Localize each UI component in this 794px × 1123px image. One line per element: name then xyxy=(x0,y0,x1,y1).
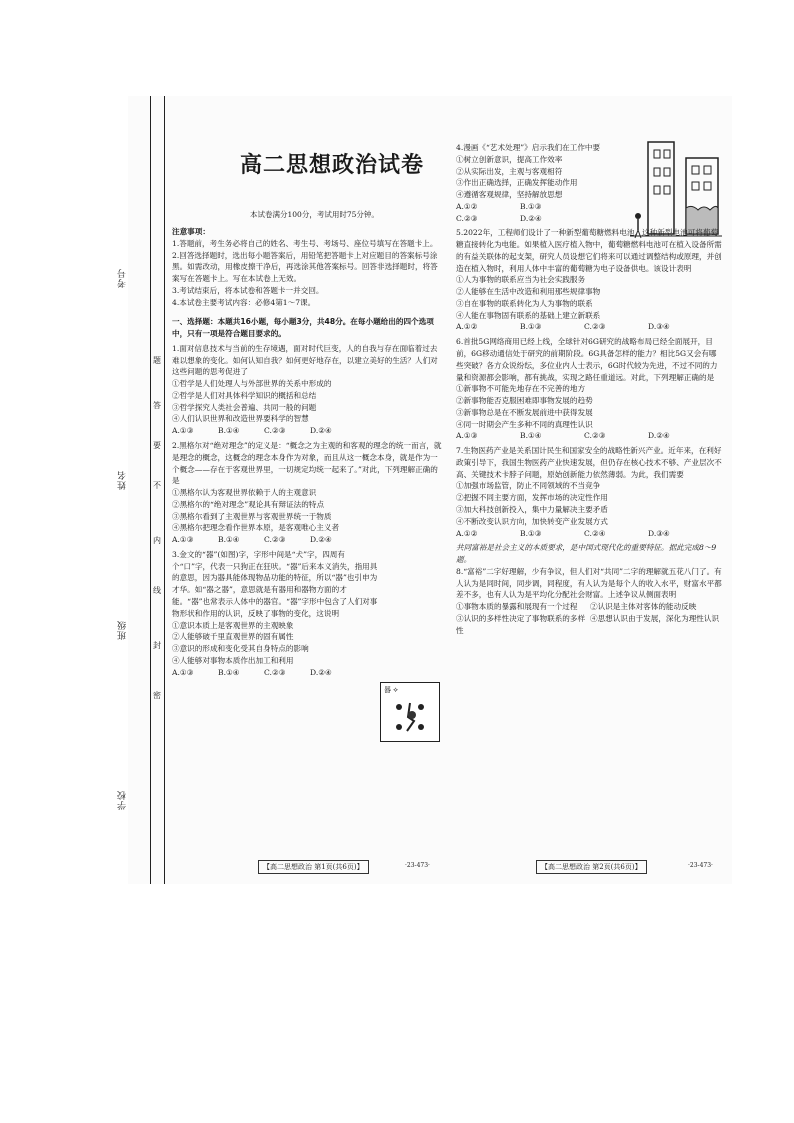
figure-label: 器 ⟡ xyxy=(384,686,398,694)
choice: ④黑格尔把理念看作世界本原，是客观唯心主义者 xyxy=(172,523,340,533)
option-c: C.②③ xyxy=(584,322,606,332)
choice: ③黑格尔看到了主观世界与客观世界统一于物质 xyxy=(172,511,332,521)
answer-options xyxy=(456,430,724,442)
notice-item: 2.回答选择题时，选出每小题答案后，用铅笔把答题卡上对应题目的答案标号涂黑。如需改动，用橡皮擦干净后，再选涂其他答案标号。回答非选择题时，将答案写在答题卡上。写在本试卷上无效。 xyxy=(172,250,438,284)
name-label: 姓名 xyxy=(118,470,128,490)
page-code-left: ·23-473· xyxy=(405,862,430,869)
option-b: B.①③ xyxy=(520,528,542,538)
seal-char: 线 xyxy=(153,586,161,595)
choice: ③认识的多样性决定了事物联系的多样性 xyxy=(456,613,586,635)
choice: ①事物本质的暴露和展现有一个过程 xyxy=(456,602,578,612)
option-b: B.①④ xyxy=(218,535,240,545)
seal-char: 要 xyxy=(153,441,161,450)
question-stem: 8.“富裕”二字好理解，少有争议，但人们对“共同”二字的理解就五花八门了。有人认为是同时间，同步调，同程度，有人认为是每个人的收入水平，财富水平都差不多，也有人认为是平均化分配社会财富。上述争议从侧面表明 xyxy=(456,566,722,600)
option-b: B.①④ xyxy=(218,426,240,436)
seal-char: 不 xyxy=(153,481,161,490)
choice: ②人能够在生活中改造和利用那些规律事物 xyxy=(456,287,601,297)
answer-options xyxy=(172,425,444,437)
choice: ①树立创新意识，提高工作效率 xyxy=(456,154,563,164)
answer-options xyxy=(456,213,724,225)
option-c: C.②③ xyxy=(264,535,286,545)
choice: ②认识是主体对客体的能动反映 xyxy=(590,602,697,612)
seal-char: 答 xyxy=(153,401,161,410)
margin-line-inner xyxy=(164,96,165,884)
choice: ②人能够破千里直观世界的固有属性 xyxy=(172,632,294,642)
choice: ④思想认识由于发展，深化为理性认识 xyxy=(590,613,720,623)
answer-options xyxy=(456,201,724,213)
option-a: A.①② xyxy=(456,528,478,538)
option-d: D.③④ xyxy=(648,322,670,332)
seal-char: 密 xyxy=(153,691,161,700)
option-c: C.②③ xyxy=(456,213,478,223)
question-stem: 7.生物医药产业是关系国计民生和国家安全的战略性新兴产业。近年来，在利好政策引导下，我国生物医药产业快速发展，但仍存在核心技术不够、产业层次不高、关键技术卡脖子问题，原始创新能力依然薄弱。为此，我们需要 xyxy=(456,446,722,479)
choice: ④人能够对事物本质作出加工和利用 xyxy=(172,655,294,665)
option-b: B.①④ xyxy=(520,431,542,441)
school-label: 学校 xyxy=(118,790,128,810)
option-a: A.①③ xyxy=(172,426,194,436)
choice-row xyxy=(456,601,724,613)
choice: ③新事物总是在不断发展前进中获得发展 xyxy=(456,407,593,417)
option-c: C.②③ xyxy=(264,667,286,677)
notice-item: 3.考试结束后，将本试卷和答题卡一并交回。 xyxy=(172,285,324,295)
option-c: C.②③ xyxy=(584,431,606,441)
answer-options xyxy=(456,321,724,333)
question-stem: 2.黑格尔对“绝对理念”的定义是：“概念之为主观的和客观的理念的统一而言，就是理念的概念，这概念的理念本身作为对象，而且从这一概念本身，就是作为一个概念——存在于客观世界里，一切规定均统一起来了。”对此，下列理解正确的是 xyxy=(172,441,442,486)
question-stem: 4.漫画《“艺术处理”》启示我们在工作中要 xyxy=(456,143,601,152)
option-d: D.②④ xyxy=(310,535,332,545)
choice: ③意识的形成和变化受其自身特点的影响 xyxy=(172,644,309,654)
seal-char: 内 xyxy=(153,536,161,545)
option-a: A.①③ xyxy=(172,535,194,545)
choice: ②新事物能否克服困难即事物发展的趋势 xyxy=(456,396,593,406)
choice: ③哲学探究人类社会普遍、共同一般的问题 xyxy=(172,402,317,412)
option-c: C.②④ xyxy=(584,528,606,538)
choice: ①黑格尔认为客观世界依赖于人的主观意识 xyxy=(172,488,317,498)
class-label: 班级 xyxy=(118,620,128,640)
choice: ④遵循客观规律，坚持解放思想 xyxy=(456,190,563,200)
choice: ①加强市场监管，防止不同领域的不当竞争 xyxy=(456,481,601,491)
choice-row xyxy=(456,613,724,637)
section-heading: 一、选择题：本题共16小题，每小题3分，共48分。在每小题给出的四个选项中，只有一项是符合题目要求的。 xyxy=(172,317,434,339)
option-d: D.③④ xyxy=(648,528,670,538)
option-b: B.①③ xyxy=(520,322,542,332)
notice-heading: 注意事项： xyxy=(172,227,210,236)
choice: ④人们认识世界和改造世界要科学的智慧 xyxy=(172,414,309,424)
choice: ②从实际出发，主观与客观相符 xyxy=(456,166,563,176)
notice-item: 4.本试卷主要考试内容：必修4第1～7课。 xyxy=(172,297,316,307)
question-stem: 3.金文的“器”(如图)字，字形中间是“犬”字，四周有个“口”字，代表一只狗正在狂吠。“器”后来本义消失，指用具的意思，因为器具能体现物品功能的特征，所以“器”也引申为才华。如“器之器”，意思就是有器用和器物方面的才能。“器”也常表示人体中的器官。“器”字形中包含了人们对事物形状和作用的认识，反映了事物的变化，这说明 xyxy=(172,549,378,618)
choice: ①意识本质上是客观世界的主观映象 xyxy=(172,620,294,630)
right-column xyxy=(456,142,724,636)
question-stem: 5.2022年，工程师们设计了一种新型葡萄糖燃料电池，这种新型电池可将葡萄糖直接转化为电能。如果植入医疗植入物中，葡萄糖燃料电池可在植入设备所需的有益关联体的起支架，研究人员设想它们将来可以通过调整结构或原理，并创造在植入物时，利用人体中丰富的葡萄糖为电子设备供电。该设计表明 xyxy=(456,228,722,273)
option-d: D.②④ xyxy=(310,667,332,677)
seal-char: 封 xyxy=(153,641,161,650)
option-c: C.②③ xyxy=(264,426,286,436)
notice-item: 1.答题前，考生务必将自己的姓名、考生号、考场号、座位号填写在答题卡上。 xyxy=(172,238,438,248)
choice: ②把握不同主要方面，发挥市场的决定性作用 xyxy=(456,493,608,503)
margin-line-outer xyxy=(150,96,151,884)
choice: ①新事物不可能先地存在不完善的地方 xyxy=(456,384,586,394)
option-a: A.①② xyxy=(456,322,478,332)
answer-options xyxy=(172,534,444,546)
choice: ④人能在事物固有联系的基础上建立新联系 xyxy=(456,310,601,320)
option-b: B.①③ xyxy=(520,201,542,211)
option-d: D.②④ xyxy=(310,426,332,436)
choice: ④不断改变认识方向，加快转变产业发展方式 xyxy=(456,516,608,526)
answer-options xyxy=(456,528,724,540)
page-code-right: ·23-473· xyxy=(688,862,713,869)
page-footer-left: 【高二思想政治 第1页(共6页)】 xyxy=(258,860,369,874)
choice: ③自在事物的联系转化为人为事物的联系 xyxy=(456,298,593,308)
question-stem: 6.首批5G网络商用已经上线，全球针对6G研究的战略布局已经全面展开，目前，6G移动通信处于研究的前期阶段。6G具备怎样的能力？相比5G又会有哪些突破？各方众说纷纭，多位业内人士表示，6G时代较为先进，不过不同的力量和资源都会影响，都有挑战，实现之路任重道远。对此，下列理解正确的是 xyxy=(456,337,718,382)
choice: ②哲学是人们对具体科学知识的概括和总结 xyxy=(172,390,317,400)
option-d: D.②④ xyxy=(520,213,542,223)
answer-options xyxy=(172,667,444,679)
choice: ③加大科技创新投入，集中力量解决主要矛盾 xyxy=(456,504,608,514)
option-a: A.①③ xyxy=(456,431,478,441)
choice: ①人为事物的联系应当为社会实践服务 xyxy=(456,275,586,285)
left-column xyxy=(172,226,444,678)
option-a: A.①③ xyxy=(172,667,194,677)
option-d: D.②④ xyxy=(648,431,670,441)
choice: ③作出正确选择，正确发挥能动作用 xyxy=(456,178,578,188)
seal-char: 题 xyxy=(153,356,161,365)
page-footer-right: 【高二思想政治 第2页(共6页)】 xyxy=(536,860,647,874)
group-intro: 共同富裕是社会主义的本质要求，是中国式现代化的重要特征。据此完成8～9题。 xyxy=(456,543,717,565)
question-stem: 1.面对信息技术与当前的生存境遇，面对时代巨变，人的自我与存在面临着过去难以想象的变化。如何认知自我？如何更好地存在，以建立美好的生活？人们对这些问题的思考促进了 xyxy=(172,343,438,377)
exam-no-label: 考号 xyxy=(118,268,128,288)
choice: ④同一时期会产生多种不同的真理性认识 xyxy=(456,419,593,429)
choice: ①哲学是人们处理人与外部世界的关系中形成的 xyxy=(172,379,332,389)
bronze-character-figure xyxy=(380,682,440,742)
page-title: 高二思想政治试卷 xyxy=(240,153,425,178)
exam-subtitle: 本试卷满分100分，考试用时75分钟。 xyxy=(250,210,379,219)
choice: ②黑格尔的“绝对理念”观论具有辩证法的特点 xyxy=(172,499,325,509)
option-b: B.①④ xyxy=(218,667,240,677)
option-a: A.①② xyxy=(456,201,478,211)
